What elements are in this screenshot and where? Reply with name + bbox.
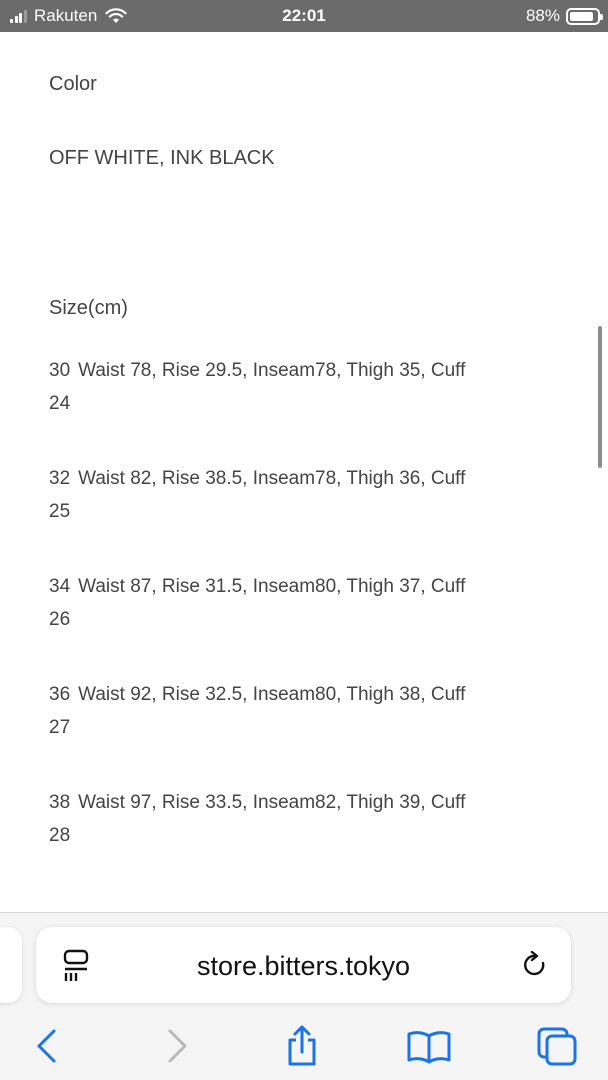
back-icon — [34, 1028, 58, 1064]
size-cuff-value: 27 — [49, 717, 71, 738]
reload-icon[interactable] — [521, 951, 549, 979]
size-cuff-value: 25 — [49, 501, 71, 522]
url-text[interactable]: store.bitters.tokyo — [196, 951, 411, 981]
previous-tab-preview[interactable] — [0, 927, 22, 1003]
color-value: OFF WHITE, INK BLACK — [49, 147, 275, 169]
size-label: Size(cm) — [49, 297, 128, 319]
status-bar — [0, 0, 608, 32]
share-button[interactable] — [277, 1021, 327, 1071]
size-row — [49, 354, 549, 420]
size-row — [49, 570, 549, 636]
carrier-name: Rakuten — [34, 6, 98, 25]
battery-percentage: 88% — [525, 6, 560, 25]
size-number: 36 — [49, 684, 71, 705]
share-icon — [282, 1024, 322, 1068]
battery-icon — [566, 8, 600, 25]
size-measurements: Waist 78, Rise 29.5, Inseam78, Thigh 35, Cuff — [78, 360, 466, 381]
scroll-indicator[interactable] — [598, 326, 602, 468]
size-row — [49, 462, 549, 528]
forward-button[interactable] — [152, 1021, 202, 1071]
size-cuff-value: 28 — [49, 825, 71, 846]
size-number: 30 — [49, 360, 71, 381]
color-label: Color — [49, 73, 97, 95]
address-bar[interactable] — [36, 927, 571, 1003]
product-details — [49, 70, 569, 894]
browser-toolbar — [0, 1021, 608, 1071]
size-number: 38 — [49, 792, 71, 813]
size-cuff-value: 26 — [49, 609, 71, 630]
tabs-button[interactable] — [532, 1021, 582, 1071]
back-button[interactable] — [21, 1021, 71, 1071]
size-number: 34 — [49, 576, 71, 597]
size-measurements: Waist 87, Rise 31.5, Inseam80, Thigh 37, Cuff — [78, 576, 466, 597]
bookmarks-button[interactable] — [404, 1021, 454, 1071]
size-row — [49, 786, 549, 852]
size-cuff-value: 24 — [49, 393, 71, 414]
size-number: 32 — [49, 468, 71, 489]
status-right — [526, 6, 600, 26]
browser-bottom-bar — [0, 912, 608, 1080]
bookmarks-icon — [406, 1028, 452, 1064]
tabs-icon — [536, 1026, 578, 1066]
size-list — [49, 354, 569, 852]
size-measurements: Waist 82, Rise 38.5, Inseam78, Thigh 36, Cuff — [78, 468, 466, 489]
size-row — [49, 678, 549, 744]
size-measurements: Waist 97, Rise 33.5, Inseam82, Thigh 39, Cuff — [78, 792, 466, 813]
forward-icon — [165, 1028, 189, 1064]
clock: 22:01 — [282, 6, 326, 25]
size-measurements: Waist 92, Rise 32.5, Inseam80, Thigh 38, Cuff — [78, 684, 466, 705]
